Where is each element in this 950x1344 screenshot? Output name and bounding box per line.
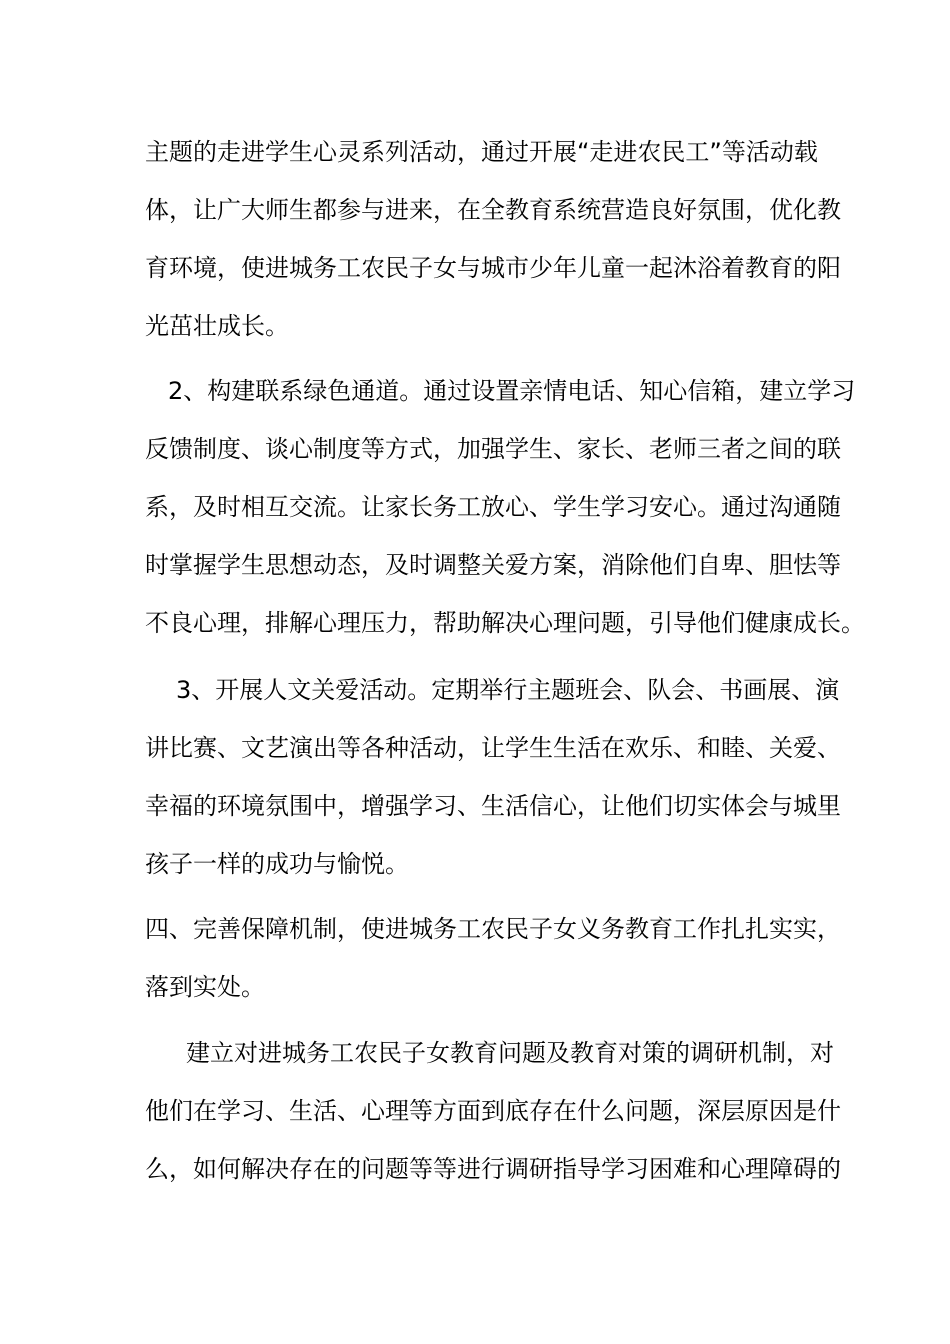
text-line: 幸福的环境氛围中，增强学习、生活信心，让他们切实体会与城里 — [145, 792, 841, 820]
text-line: 他们在学习、生活、心理等方面到底存在什么问题，深层原因是什 — [145, 1097, 841, 1125]
text-line: 育环境，使进城务工农民子女与城市少年儿童一起沐浴着教育的阳 — [145, 254, 841, 282]
text-line: 体，让广大师生都参与进来，在全教育系统营造良好氛围，优化教 — [145, 196, 841, 224]
text-line: 主题的走进学生心灵系列活动，通过开展“走进农民工”等活动载 — [145, 138, 818, 166]
text-line: 反馈制度、谈心制度等方式，加强学生、家长、老师三者之间的联 — [145, 435, 841, 463]
text-line: 建立对进城务工农民子女教育问题及教育对策的调研机制，对 — [186, 1039, 834, 1067]
text-line: 2、构建联系绿色通道。通过设置亲情电话、知心信箱，建立学习 — [168, 377, 856, 405]
section-heading: 落到实处。 — [145, 973, 265, 1001]
text-line: 3、开展人文关爱活动。定期举行主题班会、队会、书画展、演 — [176, 676, 840, 704]
text-line: 光茁壮成长。 — [145, 312, 289, 340]
text-line: 孩子一样的成功与愉悦。 — [145, 850, 409, 878]
text-line: 时掌握学生思想动态，及时调整关爱方案，消除他们自卑、胆怯等 — [145, 551, 841, 579]
text-line: 不良心理，排解心理压力，帮助解决心理问题，引导他们健康成长。 — [145, 609, 865, 637]
text-line: 么，如何解决存在的问题等等进行调研指导学习困难和心理障碍的 — [145, 1155, 841, 1183]
section-heading: 四、完善保障机制，使进城务工农民子女义务教育工作扎扎实实， — [145, 915, 841, 943]
text-line: 系，及时相互交流。让家长务工放心、学生学习安心。通过沟通随 — [145, 493, 841, 521]
text-line: 讲比赛、文艺演出等各种活动，让学生生活在欢乐、和睦、关爱、 — [145, 734, 841, 762]
